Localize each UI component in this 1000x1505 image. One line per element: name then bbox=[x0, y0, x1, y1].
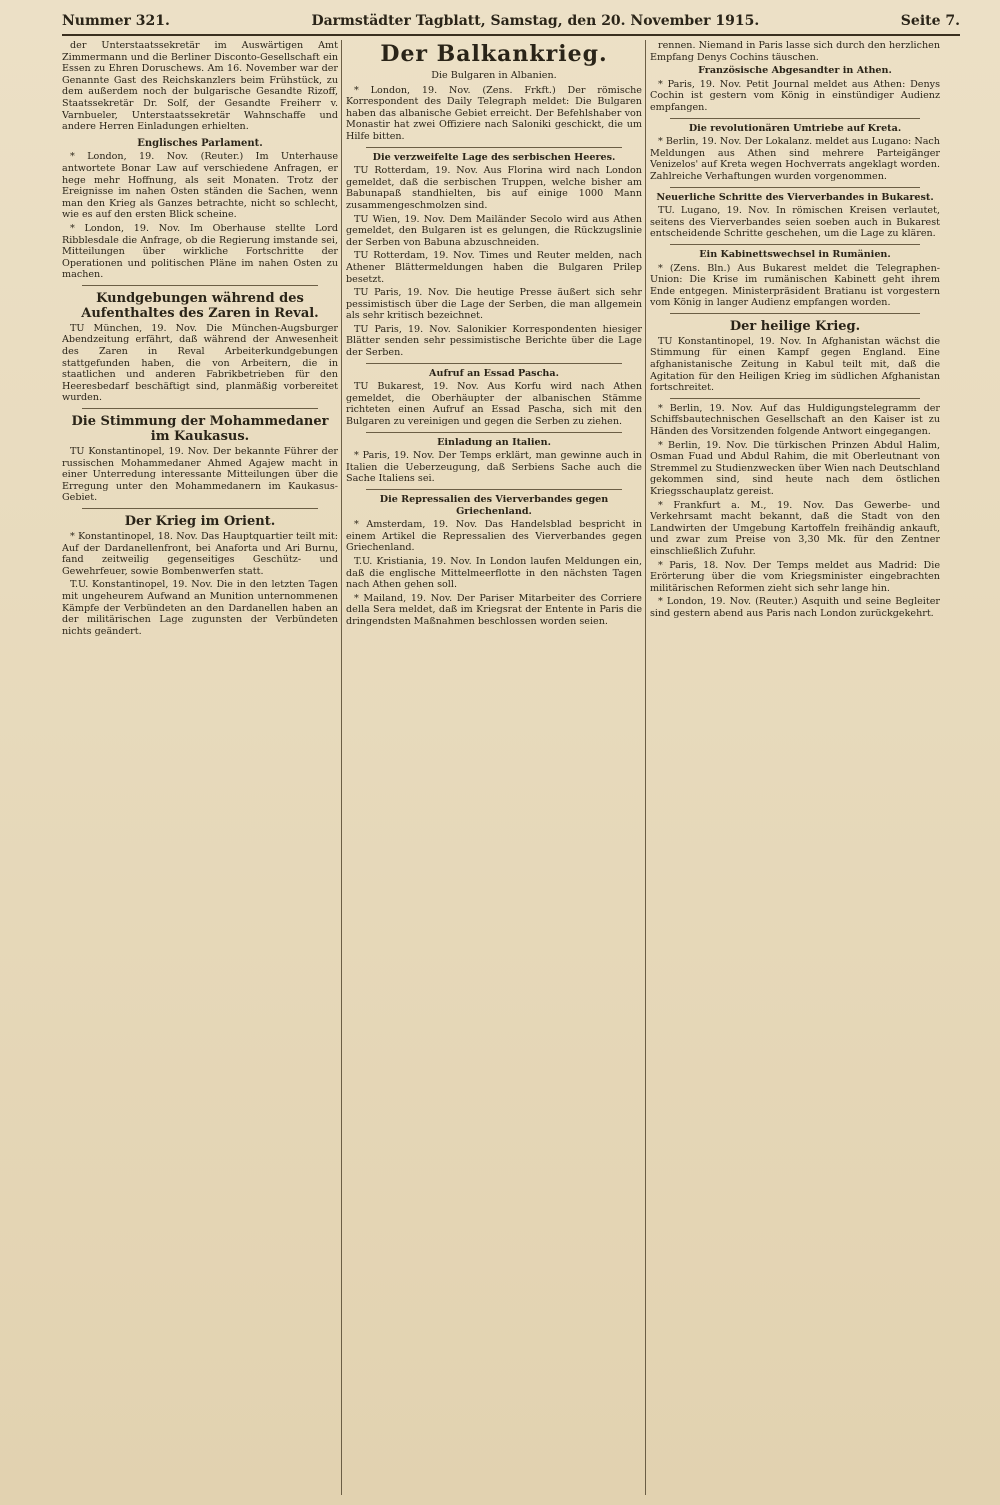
column-left bbox=[62, 40, 338, 1497]
heading-bukarest: Neuerliche Schritte des Vierverbandes in Bukarest. bbox=[656, 191, 934, 203]
paragraph: * London, 19. Nov. (Reuter.) Asquith und seine Begleiter sind gestern abend aus Paris nach London zurückgekehrt. bbox=[650, 596, 940, 619]
column-right bbox=[650, 40, 940, 1497]
paragraph: TU Paris, 19. Nov. Die heutige Presse äußert sich sehr pessimistisch über die Lage der Serben, die man allgemein als sehr kritisch bezeichnet. bbox=[346, 287, 642, 322]
paragraph: TU Rotterdam, 19. Nov. Times und Reuter melden, nach Athener Blättermeldungen haben die Bulgaren Prilep besetzt. bbox=[346, 250, 642, 285]
paragraph: T.U. Konstantinopel, 19. Nov. Die in den letzten Tagen mit ungeheurem Aufwand an Munition unternommenen Kämpfe der Verbündeten an den Dardanellen haben an der militärischen Lage zugunsten der Verbündeten nichts geändert. bbox=[62, 579, 338, 637]
divider bbox=[670, 398, 920, 399]
divider bbox=[366, 489, 622, 490]
article-continuation: rennen. Niemand in Paris lasse sich durch den herzlichen Empfang Denys Cochins täuschen. bbox=[650, 40, 940, 63]
page-number: Seite 7. bbox=[900, 13, 960, 29]
heading-repressalien: Die Repressalien des Vierverbandes gegen Griechenland. bbox=[379, 494, 609, 517]
paragraph: TU München, 19. Nov. Die München-Augsburger Abendzeitung erfährt, daß während der Anwesenheit des Zaren in Reval Arbeiterkundgebungen stattgefunden haben, die von Arbeitern, die in staatlichen und anderen Fabrikbetrieben für den Heeresbedarf beschäftigt sind, planmäßig vorbereitet wurden. bbox=[62, 322, 338, 404]
heading-mohammedaner: Die Stimmung der Mohammedaner im Kaukasus. bbox=[71, 414, 329, 445]
paragraph: * London, 19. Nov. (Zens. Frkft.) Der römische Korrespondent des Daily Telegraph meldet: Die Bulgaren haben das albanische Gebiet erreicht. Der Befehlshaber von Monastir hat zwei Offiziere nach Saloniki geschickt, die um Hilfe bitten. bbox=[346, 84, 642, 142]
column-middle bbox=[346, 40, 642, 1497]
paragraph: * Mailand, 19. Nov. Der Pariser Mitarbeiter des Corriere della Sera meldet, daß im Kriegsrat der Entente in Paris die dringendsten Maßnahmen beschlossen worden seien. bbox=[346, 592, 642, 627]
paragraph: TU Konstantinopel, 19. Nov. Der bekannte Führer der russischen Mohammedaner Ahmed Agajew macht in einer Unterredung interessante Mitteilungen über die Erregung unter den Mohammedanern im Kaukasus-Gebiet. bbox=[62, 446, 338, 504]
paragraph: * Berlin, 19. Nov. Die türkischen Prinzen Abdul Halim, Osman Fuad und Abdul Rahim, die mit Oberleutnant von Stremmel zu Studienzwecken über Wien nach Deutschland gekommen sind, sind heute nach dem östlichen Kriegsschauplatz gereist. bbox=[650, 439, 940, 497]
page-header bbox=[62, 8, 960, 36]
divider bbox=[670, 244, 920, 245]
paragraph: TU Rotterdam, 19. Nov. Aus Florina wird nach London gemeldet, daß die serbischen Truppen, welche bisher am Babunapaß standhielten, bis auf einige 1000 Mann zusammengeschmolzen sind. bbox=[346, 165, 642, 211]
paragraph: * Konstantinopel, 18. Nov. Das Hauptquartier teilt mit: Auf der Dardanellenfront, bei Anaforta und Ari Burnu, fand zeitweilig gegenseitiges Geschütz- und Gewehrfeuer, sowie Bombenwerfen statt. bbox=[62, 531, 338, 577]
divider bbox=[82, 508, 318, 509]
heading-zar-reval: Kundgebungen während des Aufenthaltes des Zaren in Reval. bbox=[81, 290, 319, 321]
column-divider-2 bbox=[645, 40, 646, 1495]
divider bbox=[366, 147, 622, 148]
divider bbox=[82, 408, 318, 409]
subheading-bulgaren-albanien: Die Bulgaren in Albanien. bbox=[431, 70, 557, 81]
heading-english-parliament: Englisches Parlament. bbox=[137, 137, 263, 149]
article-continuation: der Unterstaatssekretär im Auswärtigen Amt Zimmermann und die Berliner Disconto-Gesellschaft ein Essen zu Ehren Doruschews. Am 16. November war der Genannte Gast des Reichskanzlers beim Frühstück, zu dem außerdem noch der bulgarische Gesandte Rizoff, Staatssekretär Dr. Solf, der Gesandte Freiherr v. Varnbueler, Unterstaatssekretär Wahnschaffe und andere Herren Einladungen erhielten. bbox=[62, 40, 338, 133]
paragraph: * Frankfurt a. M., 19. Nov. Das Gewerbe- und Verkehrsamt macht bekannt, daß die Stadt von den Landwirten der Umgebung Kartoffeln freihändig ankauft, und zwar zum Preise von 3,30 Mk. für den Zentner einschließlich Zufuhr. bbox=[650, 499, 940, 557]
paragraph: * (Zens. Bln.) Aus Bukarest meldet die Telegraphen-Union: Die Krise im rumänischen Kabinett geht ihrem Ende entgegen. Ministerpräsident Bratianu ist vorgestern vom König in langer Audienz empfangen worden. bbox=[650, 262, 940, 309]
paragraph: TU Konstantinopel, 19. Nov. In Afghanistan wächst die Stimmung für einen Kampf gegen England. Eine afghanistanische Zeitung in Kabul teilt mit, daß die Agitation für den Heiligen Krieg im südlichen Afghanistan fortschreitet. bbox=[650, 335, 940, 394]
heading-franz-abgesandter: Französische Abgesandter in Athen. bbox=[698, 65, 892, 77]
heading-rumaenien: Ein Kabinettswechsel in Rumänien. bbox=[699, 248, 891, 260]
newspaper-title-date: Darmstädter Tagblatt, Samstag, den 20. November 1915. bbox=[311, 13, 760, 29]
paragraph: T.U. Kristiania, 19. Nov. In London laufen Meldungen ein, daß die englische Mittelmeerflotte in den nächsten Tagen nach Athen gehen soll. bbox=[346, 555, 642, 591]
heading-essad-pascha: Aufruf an Essad Pascha. bbox=[429, 367, 559, 379]
divider bbox=[366, 363, 622, 364]
paragraph: TU Bukarest, 19. Nov. Aus Korfu wird nach Athen gemeldet, die Oberhäupter der albanischen Stämme richteten einen Aufruf an Essad Pascha, sich mit den Bulgaren zu vereinigen und gegen die Serben zu ziehen. bbox=[346, 381, 642, 428]
paragraph: * London, 19. Nov. (Reuter.) Im Unterhause antwortete Bonar Law auf verschiedene Anfragen, er hege mehr Hoffnung, als seit Monaten. Trotz der Ereignisse im nahen Osten ständen die Sachen, wenn man den Krieg als Ganzes betrachte, nicht so schlecht, wie es auf den ersten Blick scheine. bbox=[62, 151, 338, 221]
heading-krieg-orient: Der Krieg im Orient. bbox=[124, 514, 276, 529]
divider bbox=[670, 187, 920, 188]
heading-einladung-italien: Einladung an Italien. bbox=[437, 436, 551, 448]
column-divider-1 bbox=[341, 40, 342, 1495]
paragraph: TU. Lugano, 19. Nov. In römischen Kreisen verlautet, seitens des Vierverbandes seien soeben auch in Bukarest entscheidende Schritte geschehen, um die Lage zu klären. bbox=[650, 205, 940, 240]
paragraph: * London, 19. Nov. Im Oberhause stellte Lord Ribblesdale die Anfrage, ob die Regierung imstande sei, Mitteilungen über wirkliche Fortschritte der Operationen und politischen Pläne im nahen Osten zu machen. bbox=[62, 222, 338, 281]
paragraph: * Amsterdam, 19. Nov. Das Handelsblad bespricht in einem Artikel die Repressalien des Vierverbandes gegen Griechenland. bbox=[346, 519, 642, 554]
heading-heiliger-krieg: Der heilige Krieg. bbox=[729, 318, 861, 334]
paragraph: * Berlin, 19. Nov. Auf das Huldigungstelegramm der Schiffsbautechnischen Gesellschaft an den Kaiser ist zu Händen des Vorsitzenden folgende Antwort eingegangen. bbox=[650, 402, 940, 438]
divider bbox=[82, 285, 318, 286]
paragraph: * Paris, 18. Nov. Der Temps meldet aus Madrid: Die Erörterung über die vom Kriegsminister eingebrachten militärischen Reformen zieht sich sehr lange hin. bbox=[650, 559, 940, 594]
paragraph: TU Wien, 19. Nov. Dem Mailänder Secolo wird aus Athen gemeldet, den Bulgaren ist es gelungen, die Rückzugslinie der Serben von Babuna abzuschneiden. bbox=[346, 213, 642, 248]
heading-balkankrieg: Der Balkankrieg. bbox=[380, 41, 608, 67]
divider bbox=[670, 313, 920, 314]
divider bbox=[670, 118, 920, 119]
paragraph: TU Paris, 19. Nov. Salonikier Korrespondenten hiesiger Blätter senden sehr pessimistische Berichte über die Lage der Serben. bbox=[346, 323, 642, 359]
heading-kreta: Die revolutionären Umtriebe auf Kreta. bbox=[688, 122, 902, 134]
paragraph: * Paris, 19. Nov. Der Temps erklärt, man gewinne auch in Italien die Ueberzeugung, daß Serbiens Sache auch die Sache Italiens sei. bbox=[346, 450, 642, 485]
issue-number: Nummer 321. bbox=[62, 13, 170, 29]
heading-serbisches-heer: Die verzweifelte Lage des serbischen Heeres. bbox=[372, 151, 616, 163]
paragraph: * Berlin, 19. Nov. Der Lokalanz. meldet aus Lugano: Nach Meldungen aus Athen sind mehrere Parteigänger Venizelos' auf Kreta wegen Hochverrats angeklagt worden. Zahlreiche Verhaftungen wurden vorgenommen. bbox=[650, 136, 940, 182]
paragraph: * Paris, 19. Nov. Petit Journal meldet aus Athen: Denys Cochin ist gestern vom König in einstündiger Audienz empfangen. bbox=[650, 78, 940, 113]
divider bbox=[366, 432, 622, 433]
